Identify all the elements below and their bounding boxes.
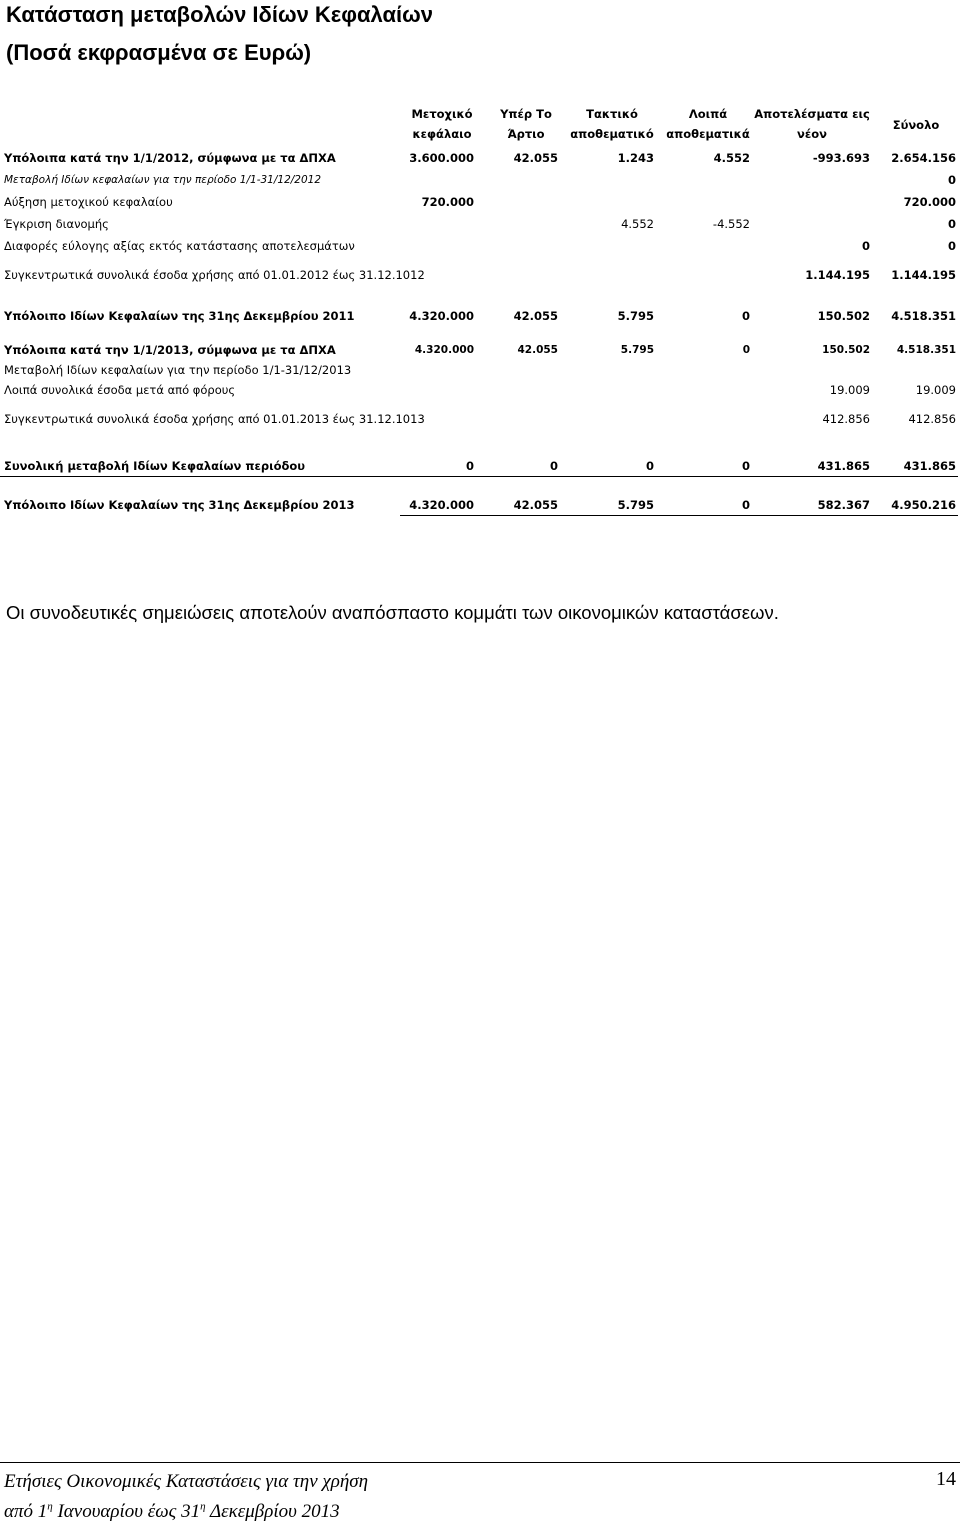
column-header-line: Αποτελέσματα εις — [754, 107, 870, 121]
equity-changes-table — [0, 0, 960, 540]
cell-share-premium: 42.055 — [513, 498, 558, 512]
column-header-total — [880, 115, 952, 135]
column-header-line: αποθεματικά — [666, 127, 750, 141]
row-label: Συνολική μεταβολή Ιδίων Κεφαλαίων περιόδου — [4, 459, 306, 473]
column-header-retained-earnings — [752, 104, 872, 144]
row-label: Έγκριση διανομής — [4, 217, 109, 231]
table-row — [0, 456, 960, 476]
cell-total: 0 — [947, 217, 956, 231]
underline-total-change — [0, 476, 958, 477]
cell-share-capital: 4.320.000 — [409, 309, 474, 323]
cell-total: 431.865 — [903, 459, 956, 473]
cell-share-capital: 4.320.000 — [409, 498, 474, 512]
cell-retained-earnings: 150.502 — [822, 344, 870, 356]
column-header-share-capital — [400, 104, 484, 144]
column-header-line: Λοιπά — [688, 107, 728, 121]
cell-total: 412.856 — [908, 412, 956, 426]
cell-share-premium: 0 — [549, 459, 558, 473]
column-header-line: Τακτικό — [586, 107, 638, 121]
cell-retained-earnings: 1.144.195 — [805, 268, 870, 282]
column-header-line: Μετοχικό — [411, 107, 473, 121]
cell-other-reserves: 0 — [741, 459, 750, 473]
cell-retained-earnings: 412.856 — [822, 412, 870, 426]
cell-statutory-reserve: 5.795 — [617, 309, 654, 323]
row-label: Υπόλοιπο Ιδίων Κεφαλαίων της 31ης Δεκεμβρίου 2013 — [4, 498, 355, 512]
table-row — [0, 170, 960, 190]
table-row — [0, 214, 960, 234]
footer-ordinal: η — [47, 1500, 53, 1513]
footer-ordinal: η — [200, 1500, 206, 1513]
column-header-line: νέον — [797, 127, 827, 141]
row-label: Διαφορές εύλογης αξίας εκτός κατάστασης αποτελεσμάτων — [4, 239, 355, 253]
row-label: Υπόλοιπα κατά την 1/1/2012, σύμφωνα με τα ΔΠΧΑ — [4, 151, 336, 165]
page-number: 14 — [936, 1468, 956, 1490]
cell-total: 4.518.351 — [891, 309, 956, 323]
row-label: Συγκεντρωτικά συνολικά έσοδα χρήσης από 01.01.2013 έως 31.12.1013 — [4, 412, 425, 426]
cell-share-premium: 42.055 — [513, 151, 558, 165]
cell-total: 2.654.156 — [891, 151, 956, 165]
table-row — [0, 306, 960, 326]
cell-share-premium: 42.055 — [513, 309, 558, 323]
cell-retained-earnings: 582.367 — [817, 498, 870, 512]
row-label: Αύξηση μετοχικού κεφαλαίου — [4, 195, 173, 209]
cell-retained-earnings: 431.865 — [817, 459, 870, 473]
cell-share-capital: 720.000 — [421, 195, 474, 209]
footer-period-part: Ιανουαρίου έως 31 — [52, 1501, 201, 1522]
cell-total: 1.144.195 — [891, 268, 956, 282]
cell-share-capital: 0 — [465, 459, 474, 473]
cell-retained-earnings: 0 — [861, 239, 870, 253]
footer-period — [4, 1500, 340, 1524]
table-row — [0, 192, 960, 212]
table-row — [0, 360, 960, 380]
column-header-other-reserves — [660, 104, 756, 144]
cell-other-reserves: 0 — [741, 498, 750, 512]
row-label: Υπόλοιπο Ιδίων Κεφαλαίων της 31ης Δεκεμβρίου 2011 — [4, 309, 355, 323]
cell-statutory-reserve: 1.243 — [617, 151, 654, 165]
cell-other-reserves: 4.552 — [713, 151, 750, 165]
footer-period-part: από 1 — [4, 1501, 48, 1522]
notes-statement: Οι συνοδευτικές σημειώσεις αποτελούν αναπόσπαστο κομμάτι των οικονομικών καταστάσεων. — [6, 602, 779, 623]
column-header-line: Άρτιο — [507, 127, 545, 141]
column-header-line: κεφάλαιο — [412, 127, 472, 141]
cell-retained-earnings: -993.693 — [812, 151, 870, 165]
cell-retained-earnings: 19.009 — [829, 383, 870, 397]
cell-statutory-reserve: 0 — [645, 459, 654, 473]
row-label: Συγκεντρωτικά συνολικά έσοδα χρήσης από 01.01.2012 έως 31.12.1012 — [4, 268, 425, 282]
column-header-share-premium — [484, 104, 568, 144]
footer-divider — [0, 1462, 960, 1463]
cell-statutory-reserve: 5.795 — [617, 498, 654, 512]
cell-other-reserves: 0 — [742, 344, 750, 356]
cell-total: 0 — [947, 173, 956, 187]
footer-period-part: Δεκεμβρίου 2013 — [205, 1501, 340, 1522]
table-row — [0, 409, 960, 429]
cell-share-capital: 3.600.000 — [409, 151, 474, 165]
column-header-line: Σύνολο — [892, 118, 940, 132]
underline-closing-balance — [400, 515, 958, 516]
table-row — [0, 265, 960, 285]
cell-total: 4.950.216 — [891, 498, 956, 512]
page-subtitle: (Ποσά εκφρασμένα σε Ευρώ) — [6, 40, 312, 65]
page-title: Κατάσταση μεταβολών Ιδίων Κεφαλαίων — [6, 2, 433, 27]
row-label: Μεταβολή Ιδίων κεφαλαίων για την περίοδο 1/1-31/12/2013 — [4, 363, 352, 377]
cell-share-premium: 42.055 — [517, 344, 558, 356]
column-header-line: Υπέρ Το — [500, 107, 552, 121]
cell-other-reserves: -4.552 — [712, 217, 750, 231]
table-row — [0, 148, 960, 168]
table-row — [0, 495, 960, 515]
table-row — [0, 236, 960, 256]
row-label: Υπόλοιπα κατά την 1/1/2013, σύμφωνα με τα ΔΠΧΑ — [4, 343, 336, 357]
column-header-line: αποθεματικό — [570, 127, 654, 141]
cell-statutory-reserve: 4.552 — [621, 217, 654, 231]
cell-total: 4.518.351 — [896, 344, 956, 356]
column-header-statutory-reserve — [564, 104, 660, 144]
cell-total: 0 — [947, 239, 956, 253]
row-label: Μεταβολή Ιδίων κεφαλαίων για την περίοδο 1/1-31/12/2012 — [4, 174, 322, 186]
cell-share-capital: 4.320.000 — [414, 344, 474, 356]
table-row — [0, 340, 960, 360]
cell-statutory-reserve: 5.795 — [620, 344, 654, 356]
cell-total: 19.009 — [915, 383, 956, 397]
cell-total: 720.000 — [903, 195, 956, 209]
row-label: Λοιπά συνολικά έσοδα μετά από φόρους — [4, 383, 236, 397]
cell-other-reserves: 0 — [741, 309, 750, 323]
table-row — [0, 380, 960, 400]
footer-title: Ετήσιες Οικονομικές Καταστάσεις για την χρήση — [4, 1471, 369, 1492]
cell-retained-earnings: 150.502 — [817, 309, 870, 323]
